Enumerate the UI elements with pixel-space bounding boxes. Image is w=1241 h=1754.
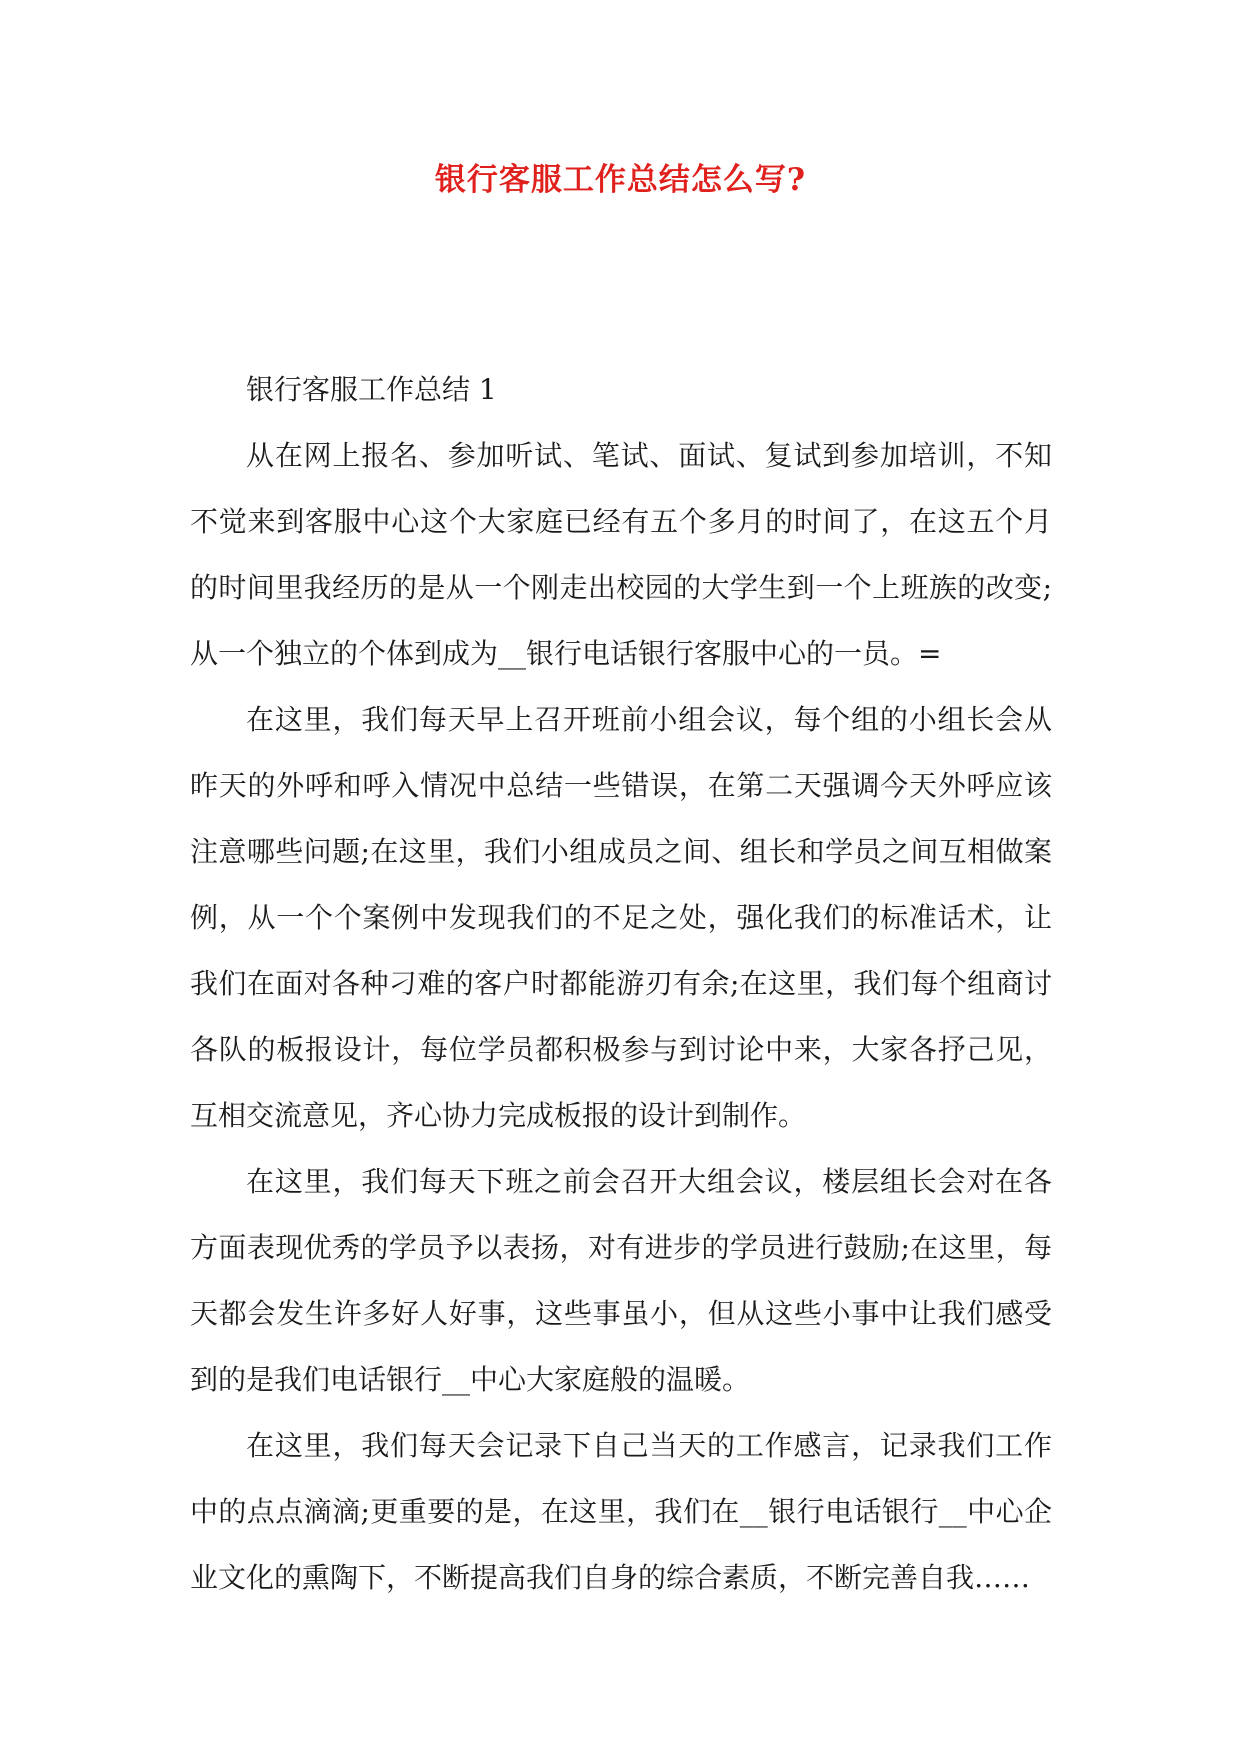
paragraph-3: 在这里，我们每天下班之前会召开大组会议，楼层组长会对在各方面表现优秀的学员予以表扬，对有进步的学员进行鼓励;在这里，每天都会发生许多好人好事，这些事虽小，但从这些小事中让我们感受到的是我们电话银行__中心大家庭般的温暖。 [190,1165,1052,1396]
paragraph-4: 在这里，我们每天会记录下自己当天的工作感言，记录我们工作中的点点滴滴;更重要的是，在这里，我们在__银行电话银行__中心企业文化的熏陶下，不断提高我们自身的综合素质，不断完善自我…… [190,1429,1052,1594]
paragraph-1: 从在网上报名、参加听试、笔试、面试、复试到参加培训，不知不觉来到客服中心这个大家庭已经有五个多月的时间了，在这五个月的时间里我经历的是从一个刚走出校园的大学生到一个上班族的改变;从一个独立的个体到成为__银行电话银行客服中心的一员。= [190,439,1052,670]
section-heading: 银行客服工作总结 1 [246,373,497,406]
document-body [190,357,1052,1611]
paragraph-2: 在这里，我们每天早上召开班前小组会议，每个组的小组长会从昨天的外呼和呼入情况中总结一些错误，在第二天强调今天外呼应该注意哪些问题;在这里，我们小组成员之间、组长和学员之间互相做案例，从一个个案例中发现我们的不足之处，强化我们的标准话术，让我们在面对各种刁难的客户时都能游刃有余;在这里，我们每个组商讨各队的板报设计，每位学员都积极参与到讨论中来，大家各抒己见，互相交流意见，齐心协力完成板报的设计到制作。 [190,703,1052,1132]
document-title: 银行客服工作总结怎么写? [434,162,807,198]
